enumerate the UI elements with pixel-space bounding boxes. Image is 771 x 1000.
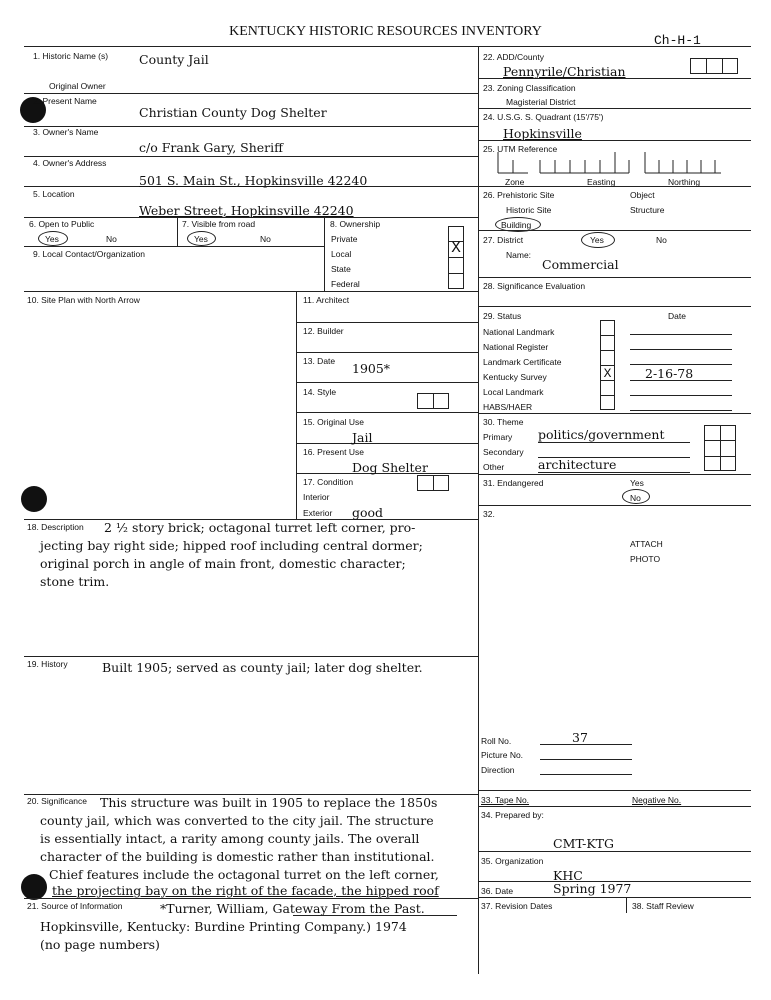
form-code: Ch-H-1 <box>654 33 701 48</box>
owners-name-value: c/o Frank Gary, Sheriff <box>139 140 284 155</box>
date-prepared-value: Spring 1977 <box>553 881 632 896</box>
description-line: 2 ½ story brick; octagonal turret left corner, pro- <box>104 520 416 535</box>
field-2-label: 2. Present Name <box>33 96 97 106</box>
ownership-state: State <box>331 264 351 274</box>
utm-easting-label: Easting <box>587 177 616 187</box>
significance-line: This structure was built in 1905 to replace the 1850s <box>100 795 438 810</box>
significance-line: character of the building is domestic rather than institutional. <box>40 849 435 864</box>
rule <box>24 46 751 47</box>
quadrant-value: Hopkinsville <box>503 126 582 141</box>
field-7-label: 7. Visible from road <box>182 219 256 229</box>
field-8-label: 8. Ownership <box>330 219 381 229</box>
condition-interior: Interior <box>303 492 330 502</box>
binder-hole-middle <box>21 486 47 512</box>
significance-line: the projecting bay on the right of the facade, the hipped roof <box>52 883 439 898</box>
yes-circle <box>187 231 216 246</box>
kentucky-survey-date: 2-16-78 <box>645 366 694 381</box>
theme-other-value: architecture <box>538 457 617 472</box>
field-12-label: 12. Builder <box>303 326 344 336</box>
field-25-label: 25. UTM Reference <box>483 144 558 154</box>
county-code-box <box>690 58 738 74</box>
field-35-label: 35. Organization <box>481 856 544 866</box>
binder-hole-bottom <box>21 874 47 900</box>
ownership-local: Local <box>331 249 352 259</box>
status-local-landmark: Local Landmark <box>483 387 544 397</box>
history-value: Built 1905; served as county jail; later dog shelter. <box>102 660 423 675</box>
historic-site-option: Historic Site <box>506 205 552 215</box>
theme-primary-label: Primary <box>483 432 513 442</box>
source-line: (no page numbers) <box>40 937 160 952</box>
building-circle <box>495 217 541 232</box>
theme-secondary-label: Secondary <box>483 447 524 457</box>
picture-label: Picture No. <box>481 750 524 760</box>
field-9-label: 9. Local Contact/Organization <box>33 249 145 259</box>
field-21-label: 21. Source of Information <box>27 901 123 911</box>
attach-label: ATTACH <box>630 539 663 549</box>
source-line: Hopkinsville, Kentucky: Burdine Printing Company.) 1974 <box>40 919 407 934</box>
yes-circle <box>581 232 615 248</box>
field-31-label: 31. Endangered <box>483 478 544 488</box>
field-26-label: 26. Prehistoric Site <box>483 190 555 200</box>
field-34-label: 34. Prepared by: <box>481 810 544 820</box>
field-33-label: 33. Tape No. <box>481 795 530 805</box>
present-name-value: Christian County Dog Shelter <box>139 105 327 120</box>
date-value: 1905* <box>352 361 391 376</box>
field-32-label: 32. <box>483 509 495 519</box>
ownership-local-mark: X <box>451 239 461 257</box>
structure-option: Structure <box>630 205 665 215</box>
roll-value: 37 <box>572 730 588 745</box>
visible-from-road-no: No <box>260 234 271 244</box>
description-line: original porch in angle of main front, domestic character; <box>40 556 406 571</box>
prepared-by-value: CMT-KTG <box>553 836 614 851</box>
status-habs-haer: HABS/HAER <box>483 402 533 412</box>
field-37-label: 37. Revision Dates <box>481 901 553 911</box>
field-24-label: 24. U.S.G. S. Quadrant (15'/75') <box>483 112 604 122</box>
status-kentucky-survey: Kentucky Survey <box>483 372 547 382</box>
original-owner-label: Original Owner <box>49 81 106 91</box>
kentucky-survey-mark: X <box>603 366 612 381</box>
open-to-public-no: No <box>106 234 117 244</box>
building-option: Building <box>501 220 532 230</box>
visible-from-road-yes: Yes <box>194 234 208 244</box>
form-title: KENTUCKY HISTORIC RESOURCES INVENTORY <box>229 24 542 39</box>
endangered-yes: Yes <box>630 478 644 488</box>
location-value: Weber Street, Hopkinsville 42240 <box>139 203 354 218</box>
utm-northing-label: Northing <box>668 177 701 187</box>
negative-label: Negative No. <box>632 795 682 805</box>
utm-zone-label: Zone <box>505 177 525 187</box>
district-yes: Yes <box>590 235 604 245</box>
status-date-label: Date <box>668 311 686 321</box>
field-18-label: 18. Description <box>27 522 84 532</box>
field-30-label: 30. Theme <box>483 417 524 427</box>
field-29-label: 29. Status <box>483 311 522 321</box>
present-use-value: Dog Shelter <box>352 460 428 475</box>
field-15-label: 15. Original Use <box>303 417 364 427</box>
field-17-label: 17. Condition <box>303 477 354 487</box>
endangered-no: No <box>630 493 641 503</box>
field-4-label: 4. Owner's Address <box>33 158 107 168</box>
field-27-label: 27. District <box>483 235 524 245</box>
status-landmark-certificate: Landmark Certificate <box>483 357 562 367</box>
field-38-label: 38. Staff Review <box>632 901 694 911</box>
field-1-label: 1. Historic Name (s) <box>33 51 109 61</box>
district-name-label: Name: <box>506 250 532 260</box>
utm-tick-boxes <box>495 152 725 176</box>
historic-name-value: County Jail <box>139 52 209 67</box>
district-no: No <box>656 235 667 245</box>
photo-label: PHOTO <box>630 554 661 564</box>
object-option: Object <box>630 190 655 200</box>
status-national-landmark: National Landmark <box>483 327 555 337</box>
district-name-value: Commercial <box>542 257 619 272</box>
field-5-label: 5. Location <box>33 189 75 199</box>
original-use-value: Jail <box>352 430 373 445</box>
field-16-label: 16. Present Use <box>303 447 364 457</box>
field-11-label: 11. Architect <box>303 295 350 305</box>
significance-line: Chief features include the octagonal turret on the left corner, <box>49 867 439 882</box>
theme-other-label: Other <box>483 462 505 472</box>
open-to-public-yes: Yes <box>45 234 59 244</box>
no-circle <box>622 489 650 504</box>
field-28-label: 28. Significance Evaluation <box>483 281 586 291</box>
field-10-label: 10. Site Plan with North Arrow <box>27 295 140 305</box>
source-line: *Turner, William, Gateway From the Past. <box>160 901 425 916</box>
significance-line: county jail, which was converted to the city jail. The structure <box>40 813 434 828</box>
theme-primary-value: politics/government <box>538 427 665 442</box>
zoning-value: Magisterial District <box>506 97 576 107</box>
roll-label: Roll No. <box>481 736 512 746</box>
condition-value: good <box>352 505 384 520</box>
field-36-label: 36. Date <box>481 886 514 896</box>
description-line: jecting bay right side; hipped roof including central dormer; <box>40 538 423 553</box>
significance-line: is essentially intact, a rarity among county jails. The overall <box>40 831 420 846</box>
field-3-label: 3. Owner's Name <box>33 127 99 137</box>
ownership-private: Private <box>331 234 358 244</box>
organization-value: KHC <box>553 868 583 883</box>
description-line: stone trim. <box>40 574 110 589</box>
yes-circle <box>38 231 68 246</box>
owners-address-value: 501 S. Main St., Hopkinsville 42240 <box>139 173 368 188</box>
field-13-label: 13. Date <box>303 356 336 366</box>
ownership-federal: Federal <box>331 279 360 289</box>
condition-exterior: Exterior <box>303 508 333 518</box>
field-14-label: 14. Style <box>303 387 337 397</box>
status-national-register: National Register <box>483 342 549 352</box>
add-county-value: Pennyrile/Christian <box>503 64 626 79</box>
field-6-label: 6. Open to Public <box>29 219 95 229</box>
field-19-label: 19. History <box>27 659 68 669</box>
field-22-label: 22. ADD/County <box>483 52 544 62</box>
field-23-label: 23. Zoning Classification <box>483 83 576 93</box>
field-20-label: 20. Significance <box>27 796 88 806</box>
direction-label: Direction <box>481 765 515 775</box>
